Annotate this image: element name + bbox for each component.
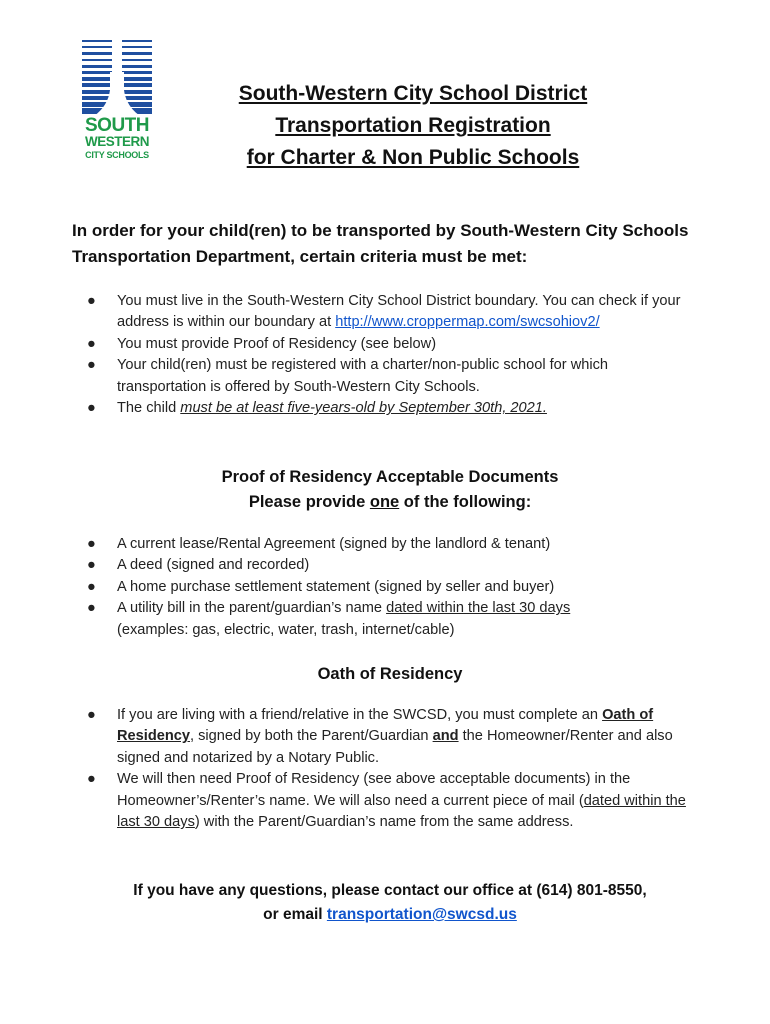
list-item [72,769,687,833]
item-text: ) with the Parent/Guardian’s name from the same address. [194,814,574,831]
logo-text-city-schools: CITY SCHOOLS [85,150,149,160]
proof-heading-line2 [70,490,710,515]
item-emphasis: dated within the last 30 days [386,600,571,617]
list-item [72,577,692,598]
item-text: A home purchase settlement statement (signed by seller and buyer) [117,578,555,595]
criteria-list [72,291,692,419]
list-item [72,291,692,334]
contact-text: or email [263,906,327,923]
proof-list [72,534,692,641]
bullet-icon: ● [87,293,96,309]
contact-footer [40,879,740,927]
title-line: Transportation Registration [275,114,551,137]
contact-phone-text: If you have any questions, please contact our office at (614) 801-8550, [133,882,647,899]
list-item [72,334,692,355]
item-text: The child [117,400,181,417]
proof-heading-line1: Proof of Residency Acceptable Documents [221,468,559,486]
item-text: Your child(ren) must be registered with a charter/non-public school for which transportation is offered by South-Western City Schools. [117,357,609,395]
heading-text: Please provide [248,493,370,511]
logo-stripe [82,40,112,42]
bullet-icon: ● [87,600,96,617]
bullet-icon: ● [87,578,96,595]
item-text: (examples: gas, electric, water, trash, internet/cable) [117,621,455,638]
logo-stripe [122,59,152,62]
title-line: for Charter & Non Public Schools [246,146,580,169]
oath-of-residency-emphasis: Oath of Residency [117,707,654,745]
logo-text-south: SOUTH [85,115,149,136]
item-text: A deed (signed and recorded) [117,557,310,574]
item-text: A utility bill in the parent/guardian’s name [117,600,387,617]
logo-stripe [122,65,152,68]
logo-stripe [122,40,152,42]
item-text: , signed by both the Parent/Guardian [190,728,433,745]
bullet-icon: ● [87,400,96,417]
list-item [72,555,692,576]
list-item [72,705,687,769]
bullet-icon: ● [87,536,96,552]
item-text: the Homeowner/Renter and also signed and notarized by a Notary Public. [117,728,673,766]
logo-stripe [82,59,112,62]
email-link[interactable]: transportation@swcsd.us [326,906,517,923]
list-item [72,355,692,398]
croppermap-link[interactable]: http://www.croppermap.com/swcsohiov2/ [335,314,600,331]
item-text: You must live in the South-Western City School District boundary. You can check if your address is within our boundary at [117,293,681,331]
bullet-icon: ● [87,771,96,788]
logo-stripe [82,46,112,48]
oath-heading: Oath of Residency [317,665,463,683]
item-text: We will then need Proof of Residency (see above acceptable documents) in the Homeowner’s/Renter’s name. We will also need a current piece of mail ( [117,771,631,809]
bullet-icon: ● [87,557,96,574]
logo-stripe [122,52,152,54]
bullet-icon: ● [87,707,96,723]
logo-stripe [122,46,152,48]
bullet-icon: ● [87,357,96,374]
logo-stripe [82,52,112,54]
age-requirement: must be at least five-years-old by September 30th, 2021. [180,400,547,417]
bell-icon [94,72,140,120]
heading-text: of the following: [399,493,532,511]
bullet-icon: ● [87,335,96,352]
item-text: You must provide Proof of Residency (see below) [117,335,437,352]
contact-email-line [40,903,740,927]
oath-list [72,705,687,833]
proof-heading [70,465,710,515]
item-emphasis: dated within the last 30 days [117,792,686,831]
list-item [72,598,692,641]
list-item [72,534,692,555]
item-text: If you are living with a friend/relative in the SWCSD, you must complete an [117,707,603,723]
logo-text-western: WESTERN [85,134,149,149]
list-item [72,398,692,419]
item-emphasis: and [432,728,459,745]
heading-emphasis: one [369,493,400,511]
swcs-logo [78,38,156,164]
title-line: South-Western City School District [238,82,588,105]
logo-stripe [82,65,112,68]
page-title [150,78,676,174]
intro-text: In order for your child(ren) to be transported by South-Western City Schools Transportation Department, certain criteria must be met: [72,221,689,266]
item-text: A current lease/Rental Agreement (signed by the landlord & tenant) [117,536,551,552]
